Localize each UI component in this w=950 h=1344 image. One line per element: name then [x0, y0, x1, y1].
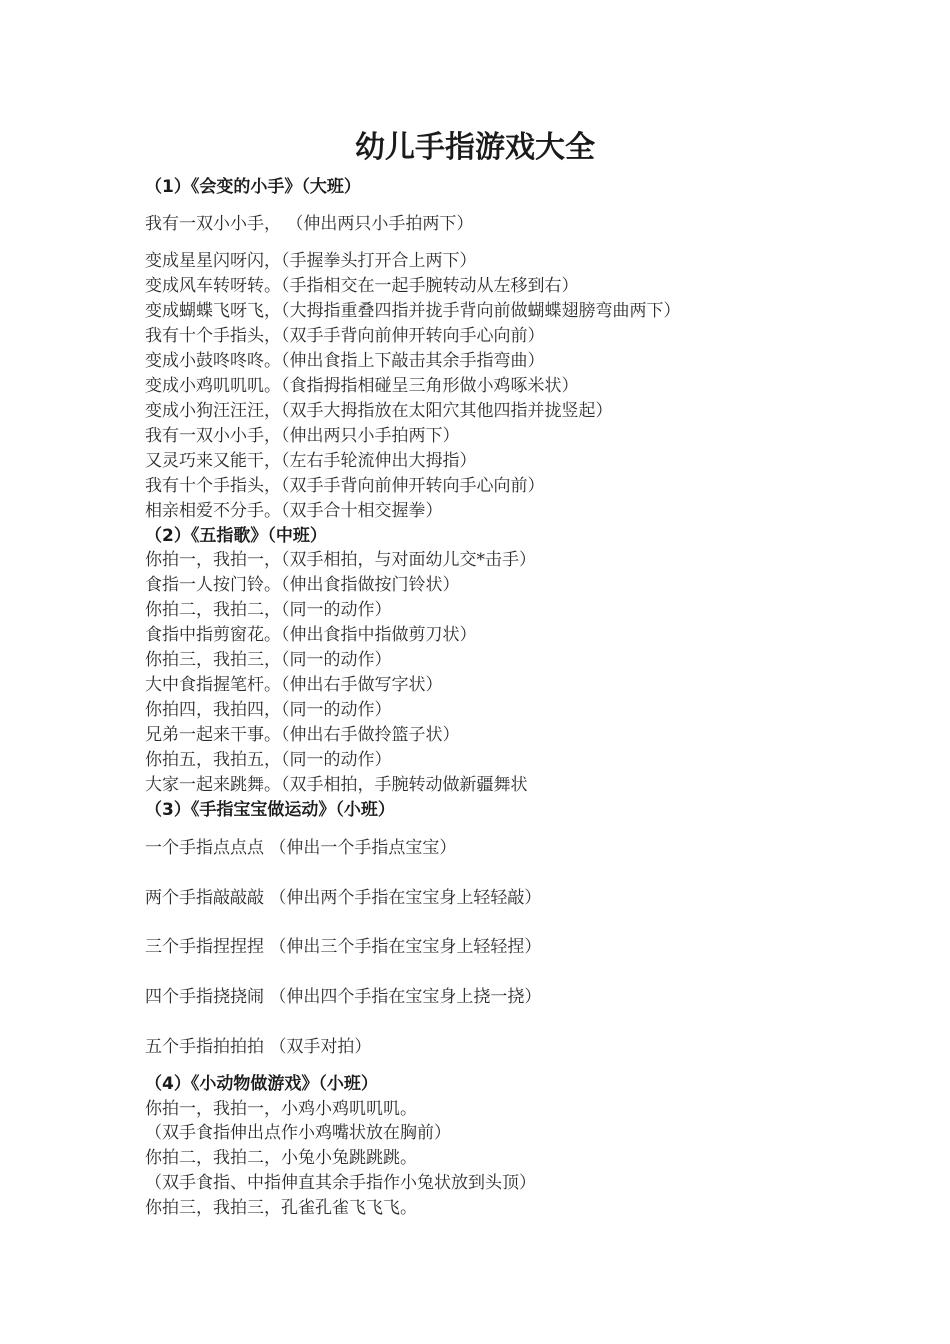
section-heading-1: （1）《会变的小手》（大班） [145, 177, 361, 197]
text-line: 一个手指点点点 （伸出一个手指点宝宝） [145, 838, 457, 858]
text-line: 食指一人按门铃。（伸出食指做按门铃状） [145, 575, 460, 595]
text-line: 你拍一，我拍一，小鸡小鸡叽叽叽。 [145, 1099, 417, 1119]
text-line: 变成小狗汪汪汪，（双手大拇指放在太阳穴其他四指并拢竖起） [145, 401, 613, 421]
text-line: 三个手指捏捏捏 （伸出三个手指在宝宝身上轻轻捏） [145, 937, 542, 957]
text-line: 五个手指拍拍拍 （双手对拍） [145, 1037, 372, 1057]
text-line: 大家一起来跳舞。（双手相拍，手腕转动做新疆舞状 [145, 775, 528, 795]
text-line: 两个手指敲敲敲 （伸出两个手指在宝宝身上轻轻敲） [145, 888, 542, 908]
text-line: （双手食指伸出点作小鸡嘴状放在胸前） [145, 1123, 451, 1143]
section-heading-4: （4）《小动物做游戏》（小班） [145, 1074, 378, 1094]
text-line: 食指中指剪窗花。（伸出食指中指做剪刀状） [145, 625, 477, 645]
text-line: 变成风车转呀转。（手指相交在一起手腕转动从左移到右） [145, 276, 579, 296]
text-line: 又灵巧来又能干，（左右手轮流伸出大拇指） [145, 451, 477, 471]
text-line: 变成小鼓咚咚咚。（伸出食指上下敲击其余手指弯曲） [145, 351, 545, 371]
text-line: 我有一双小小手， （伸出两只小手拍两下） [145, 214, 474, 234]
text-line: 你拍四，我拍四，（同一的动作） [145, 700, 392, 720]
text-line: 你拍二，我拍二，（同一的动作） [145, 600, 392, 620]
text-line: 我有十个手指头，（双手手背向前伸开转向手心向前） [145, 476, 545, 496]
text-line: 变成蝴蝶飞呀飞，（大拇指重叠四指并拢手背向前做蝴蝶翅膀弯曲两下） [145, 301, 681, 321]
text-line: 你拍三，我拍三，孔雀孔雀飞飞飞。 [145, 1198, 417, 1218]
text-line: 相亲相爱不分手。（双手合十相交握拳） [145, 501, 443, 521]
section-heading-2: （2）《五指歌》（中班） [145, 526, 327, 546]
text-line: 四个手指挠挠闹 （伸出四个手指在宝宝身上挠一挠） [145, 987, 542, 1007]
text-line: 我有一双小小手，（伸出两只小手拍两下） [145, 426, 460, 446]
text-line: 兄弟一起来干事。（伸出右手做拎篮子状） [145, 725, 460, 745]
document-title: 幼儿手指游戏大全 [355, 130, 595, 165]
text-line: 你拍二，我拍二，小兔小兔跳跳跳。 [145, 1148, 417, 1168]
text-line: 你拍三，我拍三，（同一的动作） [145, 650, 392, 670]
text-line: 我有十个手指头，（双手手背向前伸开转向手心向前） [145, 326, 545, 346]
text-line: （双手食指、中指伸直其余手指作小兔状放到头顶） [145, 1173, 536, 1193]
text-line: 你拍五，我拍五，（同一的动作） [145, 750, 392, 770]
text-line: 大中食指握笔杆。（伸出右手做写字状） [145, 675, 443, 695]
text-line: 变成星星闪呀闪，（手握拳头打开合上两下） [145, 251, 477, 271]
text-line: 你拍一，我拍一，（双手相拍，与对面幼儿交*击手） [145, 550, 536, 570]
text-line: 变成小鸡叽叽叽。（食指拇指相碰呈三角形做小鸡啄米状） [145, 376, 579, 396]
section-heading-3: （3）《手指宝宝做运动》（小班） [145, 800, 395, 820]
